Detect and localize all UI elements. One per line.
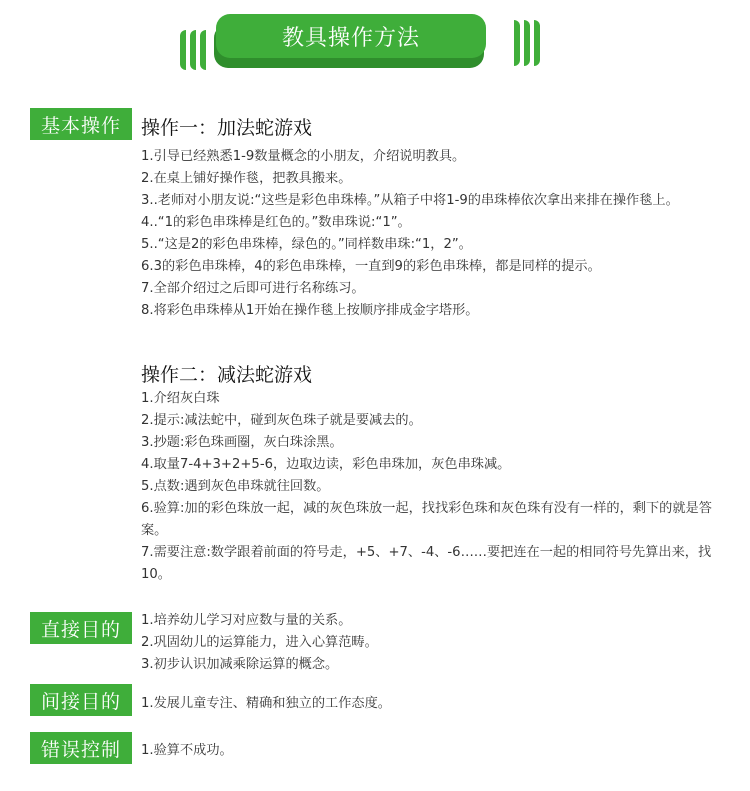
section-tag-direct: 直接目的 bbox=[30, 612, 132, 644]
list-item: 3.抄题:彩色珠画圈，灰白珠涂黑。 bbox=[141, 435, 343, 450]
indirect-purpose-list bbox=[141, 693, 716, 715]
list-item: 2.在桌上铺好操作毯，把教具搬来。 bbox=[141, 171, 352, 186]
list-item: 5..“这是2的彩色串珠棒，绿色的。”同样数串珠:“1，2”。 bbox=[141, 237, 472, 252]
banner-title: 教具操作方法 bbox=[216, 14, 486, 58]
list-item: 2.提示:减法蛇中，碰到灰色珠子就是要减去的。 bbox=[141, 413, 422, 428]
banner-stripes-right bbox=[514, 20, 540, 66]
list-item: 1.验算不成功。 bbox=[141, 743, 233, 758]
list-item: 6.验算:加的彩色珠放一起，减的灰色珠放一起，找找彩色珠和灰色珠有没有一样的，剩下的就是答案。 bbox=[141, 501, 712, 538]
list-item: 3..老师对小朋友说:“这些是彩色串珠棒。”从箱子中将1-9的串珠棒依次拿出来排在操作毯上。 bbox=[141, 193, 679, 208]
list-item: 5.点数:遇到灰色串珠就往回数。 bbox=[141, 479, 330, 494]
list-item: 4.取量7-4+3+2+5-6，边取边读，彩色串珠加，灰色串珠减。 bbox=[141, 457, 511, 472]
list-item: 6.3的彩色串珠棒，4的彩色串珠棒，一直到9的彩色串珠棒，都是同样的提示。 bbox=[141, 259, 601, 274]
list-item: 4..“1的彩色串珠棒是红色的。”数串珠说:“1”。 bbox=[141, 215, 411, 230]
list-item: 7.全部介绍过之后即可进行名称练习。 bbox=[141, 281, 365, 296]
section-tag-basic: 基本操作 bbox=[30, 108, 132, 140]
list-item: 3.初步认识加减乘除运算的概念。 bbox=[141, 657, 339, 672]
list-item: 1.发展儿童专注、精确和独立的工作态度。 bbox=[141, 696, 391, 711]
operation-one-steps bbox=[141, 146, 716, 322]
list-item: 1.引导已经熟悉1-9数量概念的小朋友，介绍说明教具。 bbox=[141, 149, 466, 164]
list-item: 8.将彩色串珠棒从1开始在操作毯上按顺序排成金字塔形。 bbox=[141, 303, 479, 318]
error-control-list bbox=[141, 740, 716, 762]
list-item: 7.需要注意:数学跟着前面的符号走，+5、+7、-4、-6……要把连在一起的相同符号先算出来，找10。 bbox=[141, 545, 712, 582]
list-item: 1.介绍灰白珠 bbox=[141, 391, 220, 406]
operation-two-steps bbox=[141, 388, 716, 586]
list-item: 2.巩固幼儿的运算能力，进入心算范畴。 bbox=[141, 635, 378, 650]
section-tag-indirect: 间接目的 bbox=[30, 684, 132, 716]
direct-purpose-list bbox=[141, 610, 716, 676]
operation-one-title: 操作一：加法蛇游戏 bbox=[141, 117, 313, 139]
title-banner bbox=[180, 10, 540, 66]
list-item: 1.培养幼儿学习对应数与量的关系。 bbox=[141, 613, 352, 628]
operation-two-title: 操作二：减法蛇游戏 bbox=[141, 364, 313, 386]
section-tag-error-control: 错误控制 bbox=[30, 732, 132, 764]
banner-stripes-left bbox=[180, 30, 206, 70]
